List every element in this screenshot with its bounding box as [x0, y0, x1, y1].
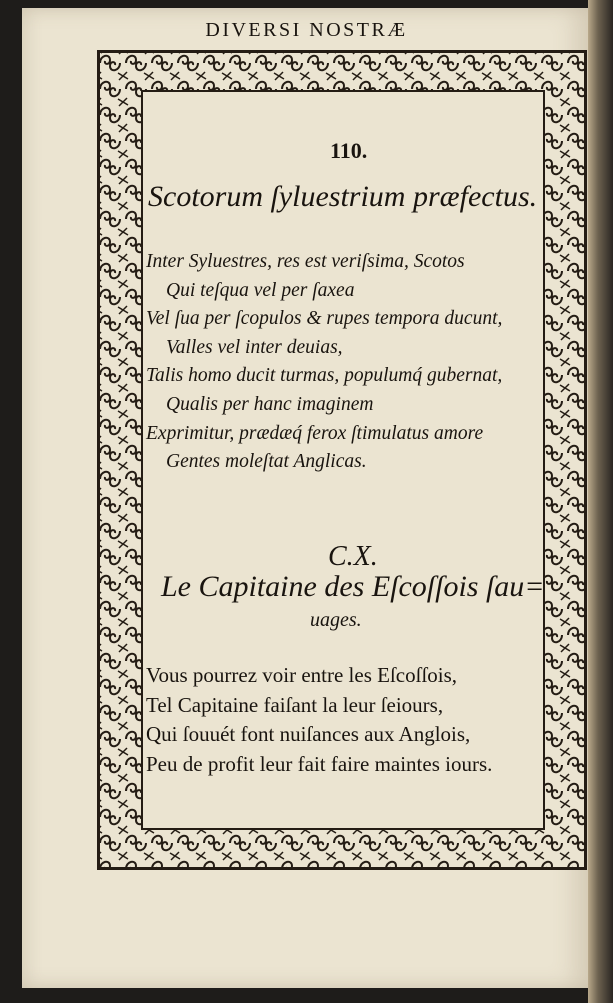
latin-title: Scotorum ſyluestrium præfectus.	[148, 180, 538, 213]
verse-line: Vous pourrez voir entre les Eſcoſſois,	[146, 663, 458, 687]
french-title-continuation: uages.	[310, 609, 362, 631]
verse-line: Qualis per hanc imaginem	[166, 393, 374, 415]
verse-line: Tel Capitaine faiſant la leur ſeiours,	[146, 692, 444, 717]
running-head: DIVERSI NOSTRÆ	[205, 19, 408, 41]
french-verse	[146, 661, 613, 780]
verse-line: Qui teſqua vel per ſaxea	[166, 279, 355, 301]
verse-line: Exprimitur, prædæq́ ferox ſtimulatus amore	[146, 422, 484, 444]
plate-number: 110.	[330, 138, 368, 163]
verse-line: Peu de profit leur fait faire maintes iours.	[146, 752, 493, 777]
latin-verse	[146, 248, 613, 477]
french-title: Le Capitaine des Eſcoſſois ſau=	[161, 570, 545, 603]
verse-line: Vel ſua per ſcopulos & rupes tempora ducunt,	[146, 308, 503, 330]
verse-line: Inter Syluestres, res est veriſsima, Scotos	[146, 251, 465, 272]
section-number: C.X.	[328, 541, 378, 572]
verse-line: Qui ſouuét font nuiſances aux Anglois,	[146, 722, 471, 747]
verse-line: Gentes moleſtat Anglicas.	[166, 451, 367, 473]
verse-line: Valles vel inter deuias,	[166, 336, 343, 358]
verse-line: Talis homo ducit turmas, populumq́ gubernat,	[146, 365, 503, 387]
